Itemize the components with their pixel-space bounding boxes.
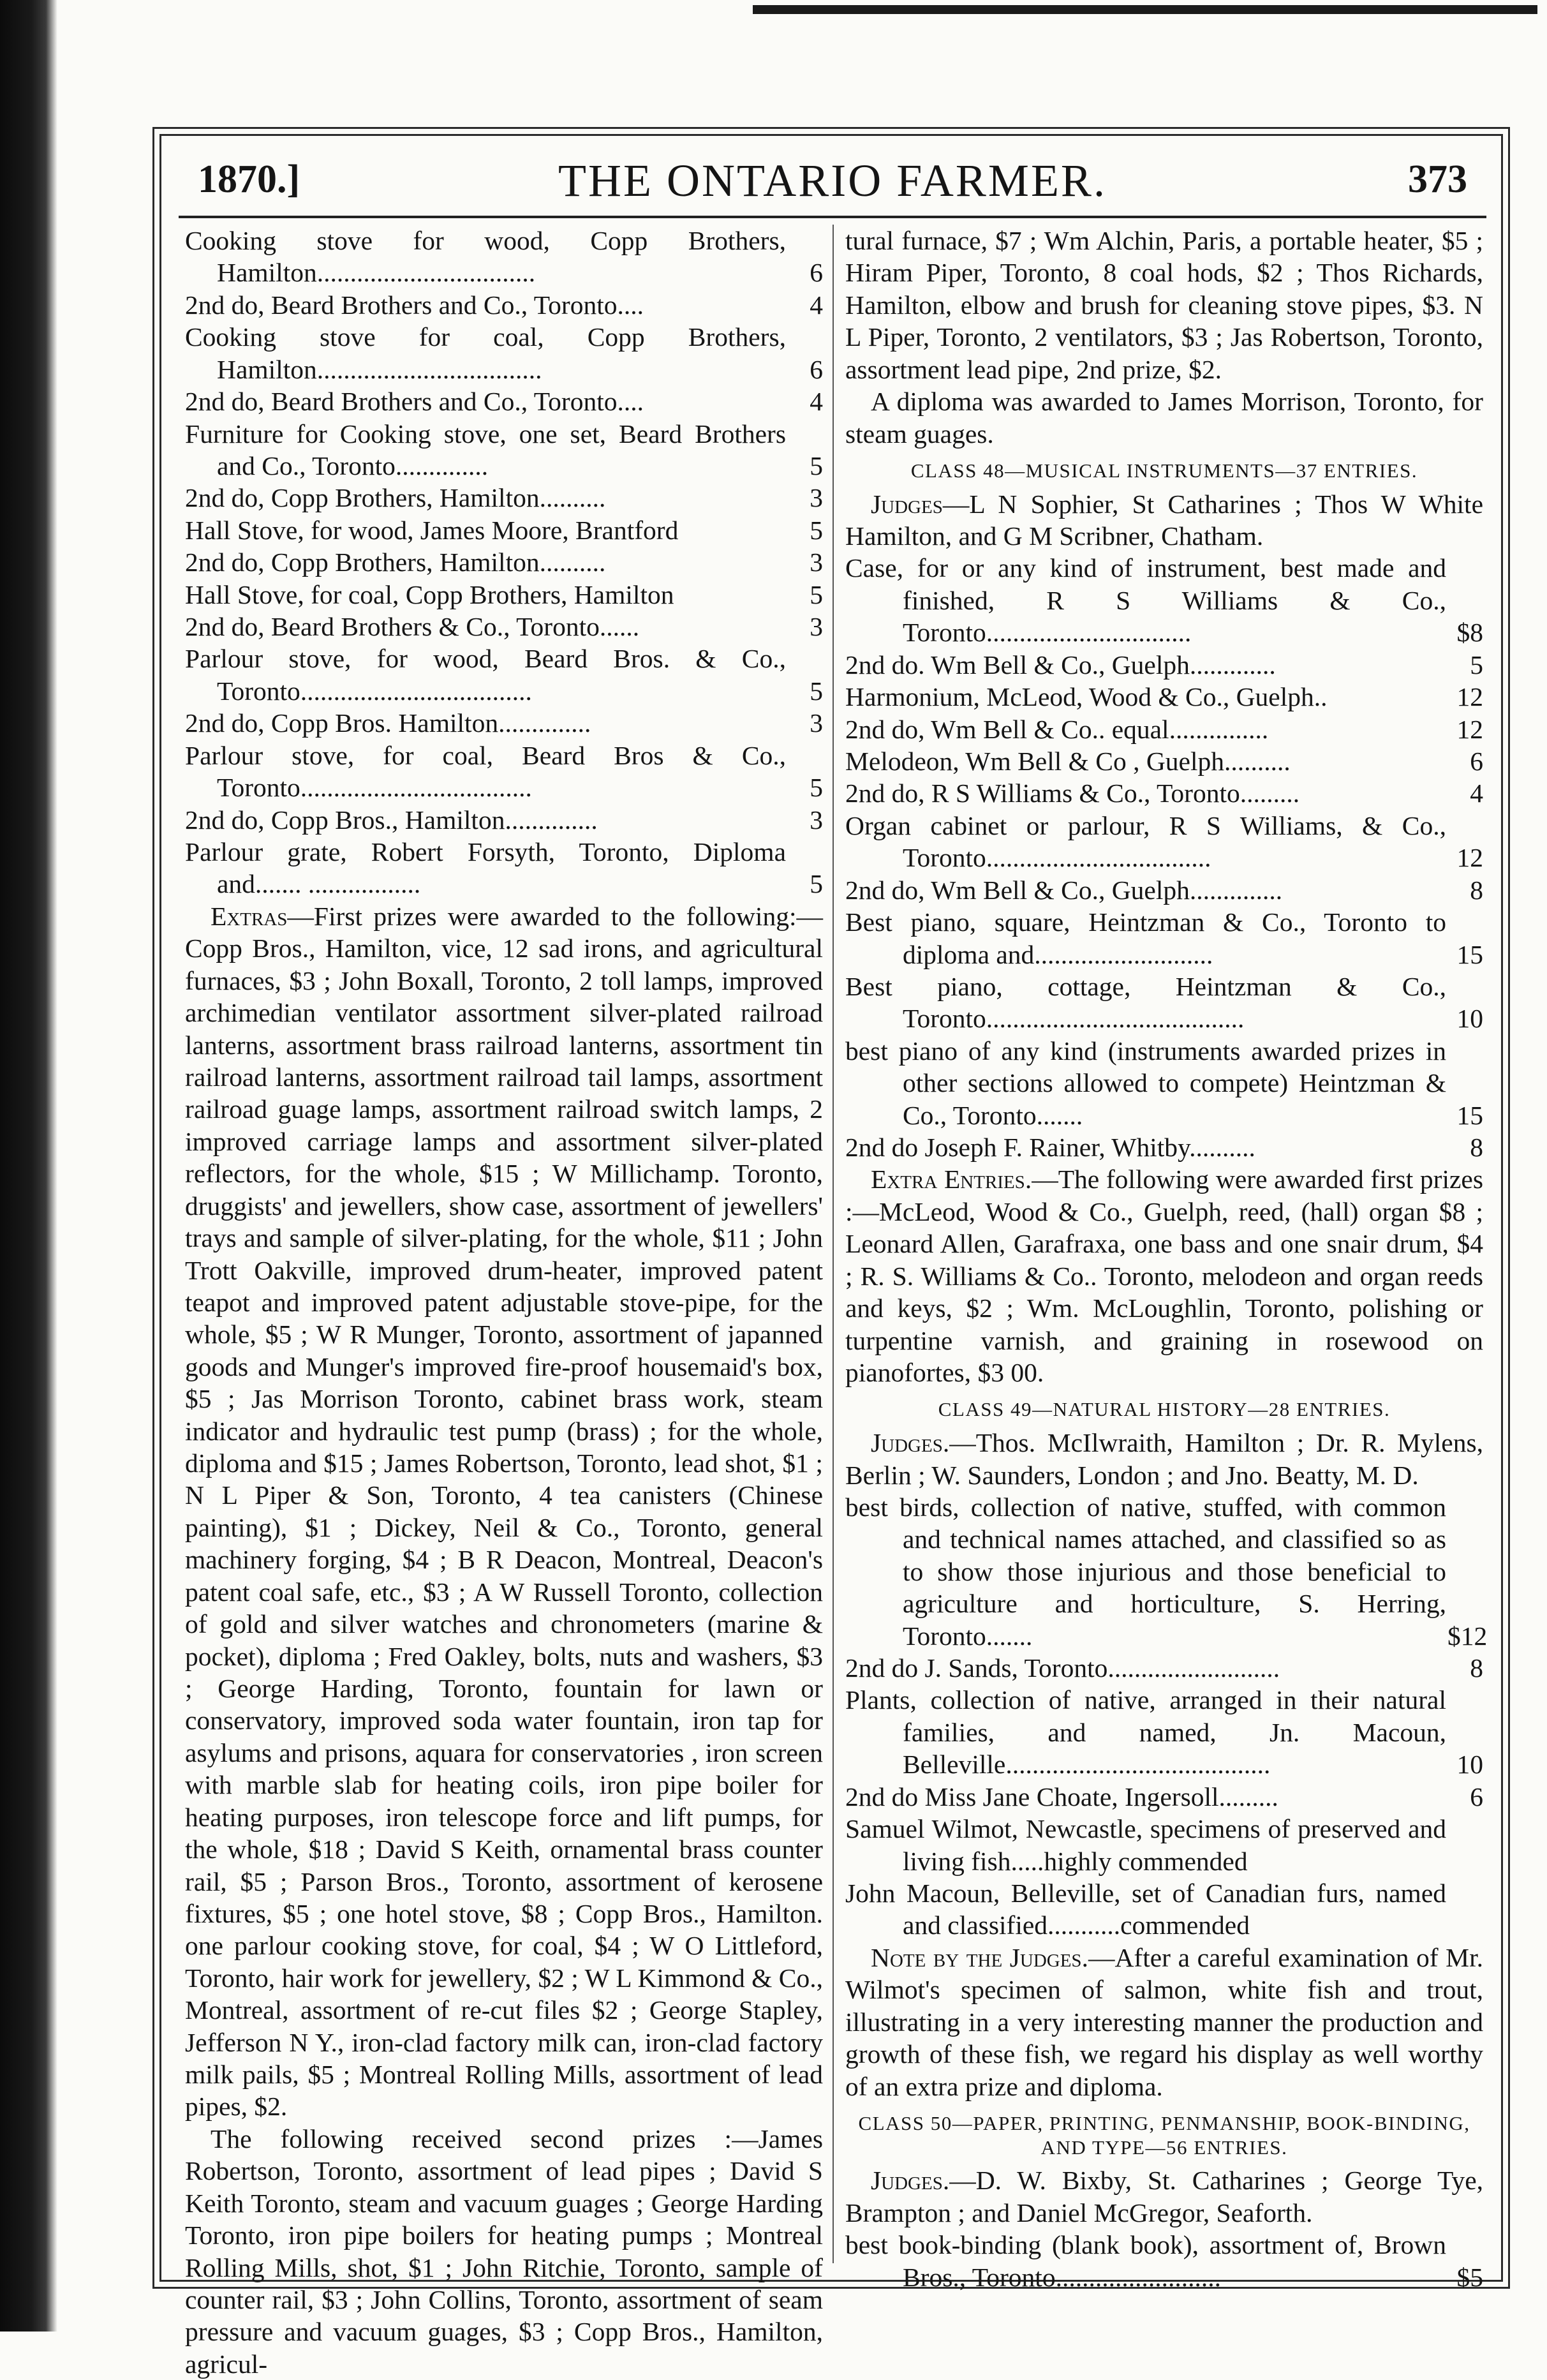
entry-prize: 10 (1456, 1004, 1483, 1034)
extras-text: —First prizes were awarded to the following:—Copp Bros., Hamilton, vice, 12 sad irons, and agricultural furnaces, $3 ; John Boxall, Toronto, 2 toll lamps, improved archimedian ventilator assortment silver-plated railroad lanterns, assortment brass railroad lanterns, assortment tin railroad lanterns, assortment railroad tail lamps, assortment railroad guage lamps, assortment railroad switch lamps, 2 improved carriage lamps and assortment silver-plated reflectors, for the whole, $15 ; W Millichamp. Toronto, druggists' and jewellers, show case, assortment of jewellers' trays and sample of silver-plating, for the whole, $11 ; John Trott Oakville, improved drum-heater, improved patent teapot and improved patent adjustable stove-pipe, for the whole, $5 ; W R Munger, Toronto, assortment of japanned goods and Munger's improved fire-proof housemaid's box, $5 ; Jas Morrison Toronto, cabinet brass work, steam indicator and hydraulic test pump (brass) ; for the whole, diploma and $15 ; James Robertson, Toronto, lead shot, $1 ; N L Piper & Son, Toronto, 4 tea canisters (Chinese painting), $1 ; Dickey, Neil & Co., Toronto, general machinery forging, $4 ; B R Deacon, Montreal, Deacon's patent coal safe, etc., $3 ; A W Russell Toronto, collection of gold and silver watches and chronometers (marine & pocket), diploma ; Fred Oakley, bolts, nuts and washers, $3 ; George Harding, Toronto, fountain for lawn or conservatory, improved soda water fountain, iron tap for asylums and prisons, aquara for conservatories , iron screen with marble slab for heating coils, iron pipe boiler for heating purposes, iron telescope force and lift pumps, for the whole, $18 ; David S Keith, ornamental brass counter rail, $5 ; Parson Bros., Toronto, assortment of kerosene fixtures, $5 ; one hotel stove, $8 ; Copp Bros., Hamilton. one parlour cooking stove, for coal, $4 ; W O Littleford, Toronto, hair work for jewellery, $2 ; W L Kimmond & Co., Montreal, assortment of re-cut files $2 ; George Stapley, Jefferson N Y., iron-clad factory milk can, iron-clad factory milk pails, $5 ; Montreal Rolling Mills, assortment of lead pipes, $2. (185, 901, 823, 2122)
prize-entry (185, 321, 823, 385)
entry-text: best piano of any kind (instruments awarded prizes in other sections allowed to compete) Heintzman & Co., Toronto....... (845, 1036, 1446, 1130)
prize-entry (185, 514, 823, 546)
entry-text: Case, for or any kind of instrument, best made and finished, R S Williams & Co., Toronto............................... (845, 553, 1446, 648)
prize-entry (845, 906, 1483, 971)
prize-entry (185, 579, 823, 611)
entry-text: Cooking stove for coal, Copp Brothers, Hamilton.................................. (185, 322, 786, 384)
class-48-heading: CLASS 48—MUSICAL INSTRUMENTS—37 ENTRIES. (910, 459, 1418, 482)
prize-entry (845, 971, 1483, 1035)
entry-text: 2nd do. Wm Bell & Co., Guelph............. (845, 650, 1276, 680)
prize-entry (185, 418, 823, 482)
prize-entry (845, 745, 1483, 777)
class-50-judges (845, 2164, 1483, 2229)
entry-text: 2nd do Miss Jane Choate, Ingersoll......... (845, 1781, 1278, 1811)
prize-entry (845, 1035, 1483, 1131)
entry-prize: 3 (810, 805, 823, 835)
header-title: THE ONTARIO FARMER. (558, 155, 1107, 206)
prize-entry (845, 1684, 1483, 1780)
entry-text: 2nd do Joseph F. Rainer, Whitby.......... (845, 1133, 1255, 1163)
prize-entry (185, 740, 823, 804)
entry-prize: 8 (1470, 1653, 1483, 1683)
entry-text: Best piano, square, Heintzman & Co., Toronto to diploma and........................... (845, 907, 1446, 969)
class-50-heading: CLASS 50—PAPER, PRINTING, PENMANSHIP, BOOK-BINDING, AND TYPE—56 ENTRIES. (858, 2111, 1470, 2159)
page-number: 373 (1408, 158, 1467, 201)
entry-prize: 6 (810, 258, 823, 288)
entry-prize: 5 (810, 773, 823, 803)
right-column (845, 225, 1488, 2292)
extras-lead: Extras (211, 901, 288, 931)
entry-text: Plants, collection of native, arranged in their natural families, and named, Jn. Macoun, Belleville........................................ (845, 1685, 1446, 1780)
prize-entry (185, 804, 823, 836)
continued-paragraph: tural furnace, $7 ; Wm Alchin, Paris, a portable heater, $5 ; Hiram Piper, Toronto, 8 coal hods, $2 ; Thos Richards, Hamilton, elbow and brush for cleaning stove pipes, $3. N L Piper, Toronto, 2 ventilators, $3 ; Jas Robertson, Toronto, assortment lead pipe, 2nd prize, $2. (845, 226, 1483, 384)
entry-text: John Macoun, Belleville, set of Canadian furs, named and classified...........commended (845, 1878, 1446, 1940)
prize-entry (845, 810, 1483, 874)
entry-prize: $8 (1456, 618, 1483, 648)
entry-text: 2nd do, Copp Bros., Hamilton.............. (185, 805, 598, 835)
entry-text: best birds, collection of native, stuffed, with common and technical names attached, and classified so as to show those injurious and those beneficial to agriculture and horticulture, S. Herring, Toronto....... (845, 1492, 1446, 1651)
extra-entries-text: .—The following were awarded first prizes :—McLeod, Wood & Co., Guelph, reed, (hall) organ $8 ; Leonard Allen, Garafraxa, one bass and one snair drum, $4 ; R. S. Williams & Co.. Toronto, melodeon and organ reeds and keys, $2 ; Wm. McLoughlin, Toronto, polishing or turpentine varnish, and graining in rosewood on pianofortes, $3 00. (845, 1164, 1483, 1387)
entry-prize: 6 (1470, 746, 1483, 776)
entry-prize: 3 (810, 547, 823, 577)
prize-entry (185, 289, 823, 321)
prize-entry (845, 681, 1483, 713)
entry-text: Melodeon, Wm Bell & Co , Guelph.......... (845, 746, 1291, 776)
entry-text: 2nd do, Beard Brothers & Co., Toronto...... (185, 612, 640, 642)
entry-prize: $5 (1456, 2262, 1483, 2292)
class-48-extra-entries (845, 1163, 1483, 1388)
entry-prize: 5 (810, 676, 823, 706)
note-lead: Note by the Judges (871, 1942, 1082, 1972)
judges-text: —L N Sophier, St Catharines ; Thos W White Hamilton, and G M Scribner, Chatham. (845, 489, 1483, 551)
prize-entry (185, 643, 823, 707)
prize-entry (185, 482, 823, 514)
entry-text: Parlour stove, for wood, Beard Bros. & Co., Toronto................................... (185, 644, 786, 706)
judges-text: .—Thos. McIlwraith, Hamilton ; Dr. R. Mylens, Berlin ; W. Saunders, London ; and Jno. Beatty, M. D. (845, 1428, 1483, 1490)
entry-prize: 15 (1456, 1100, 1483, 1130)
entry-text: Harmonium, McLeod, Wood & Co., Guelph.. (845, 682, 1328, 712)
prize-entry (185, 707, 823, 739)
entry-text: Hall Stove, for coal, Copp Brothers, Hamilton (185, 579, 674, 609)
prize-entry (845, 1813, 1483, 1877)
column-divider (833, 225, 834, 2263)
entry-text: Parlour grate, Robert Forsyth, Toronto, Diploma and....... ................. (185, 837, 786, 899)
book-binding-shadow (0, 0, 57, 2332)
class-49-heading: CLASS 49—NATURAL HISTORY—28 ENTRIES. (938, 1398, 1391, 1421)
prize-entry (185, 546, 823, 578)
diploma-paragraph: A diploma was awarded to James Morrison, Toronto, for steam guages. (845, 387, 1483, 449)
prize-entry (185, 225, 823, 289)
entry-prize: 10 (1456, 1750, 1483, 1780)
entry-text: 2nd do, R S Williams & Co., Toronto......... (845, 778, 1300, 808)
entry-text: 2nd do, Beard Brothers and Co., Toronto.... (185, 290, 644, 320)
extra-entries-lead: Extra Entries (871, 1164, 1025, 1194)
judges-note-paragraph (845, 1942, 1483, 2102)
entry-text: 2nd do, Copp Bros. Hamilton.............. (185, 708, 591, 738)
entry-prize: $12 (1447, 1621, 1488, 1651)
judges-lead: Judges (871, 2166, 943, 2196)
note-text: .—After a careful examination of Mr. Wilmot's specimen of salmon, white fish and trout, illustrating in a very interesting manner the production and growth of these fish, we regard his display as well worthy of an extra prize and diploma. (845, 1942, 1483, 2101)
entry-prize: 8 (1470, 1133, 1483, 1163)
prize-entry (845, 552, 1483, 648)
entry-text: Best piano, cottage, Heintzman & Co., Toronto....................................... (845, 971, 1446, 1034)
entry-text: 2nd do, Wm Bell & Co., Guelph.............. (845, 875, 1283, 905)
entry-text: 2nd do, Beard Brothers and Co., Toronto.... (185, 387, 644, 417)
entry-text: 2nd do, Copp Brothers, Hamilton.......... (185, 483, 606, 513)
entry-prize: 3 (810, 708, 823, 738)
prize-entry (845, 777, 1483, 809)
entry-prize: 5 (810, 869, 823, 899)
entry-text: 2nd do, Wm Bell & Co.. equal............... (845, 714, 1269, 744)
class-48-judges (845, 488, 1483, 553)
entry-prize: 6 (810, 354, 823, 384)
prize-entry (845, 1781, 1483, 1813)
prize-entry (845, 1131, 1483, 1163)
prize-entry (185, 611, 823, 643)
page-header (179, 145, 1486, 218)
entry-prize: 12 (1456, 843, 1483, 873)
entry-text: Organ cabinet or parlour, R S Williams, & Co., Toronto.................................. (845, 810, 1446, 873)
entry-prize: 4 (810, 290, 823, 320)
entry-text: best book-binding (blank book), assortment of, Brown Bros., Toronto......................... (845, 2230, 1446, 2292)
entry-prize: 4 (1470, 778, 1483, 808)
prize-entry (845, 1652, 1483, 1684)
left-column (185, 225, 823, 2379)
entry-prize: 5 (810, 450, 823, 480)
prize-entry (185, 836, 823, 900)
entry-prize: 4 (810, 387, 823, 417)
extras-paragraph (185, 900, 823, 2123)
entry-prize: 12 (1456, 714, 1483, 744)
top-rule-bar (753, 5, 1537, 14)
prize-entry (845, 713, 1483, 745)
entry-text: 2nd do J. Sands, Toronto.......................... (845, 1653, 1280, 1683)
entry-prize: 5 (810, 579, 823, 609)
prize-entry (845, 1491, 1488, 1652)
header-year: 1870.] (198, 158, 300, 201)
entry-text: Cooking stove for wood, Copp Brothers, Hamilton................................. (185, 226, 786, 288)
entry-prize: 5 (1470, 650, 1483, 680)
judges-lead: Judges (871, 1428, 943, 1458)
judges-text: .—D. W. Bixby, St. Catharines ; George Tye, Brampton ; and Daniel McGregor, Seaforth. (845, 2166, 1483, 2228)
entry-text: Furniture for Cooking stove, one set, Beard Brothers and Co., Toronto.............. (185, 419, 786, 480)
prize-entry (845, 649, 1483, 681)
prize-entry (845, 1877, 1483, 1942)
entry-prize: 3 (810, 483, 823, 513)
prize-entry (845, 2229, 1483, 2293)
entry-prize: 6 (1470, 1781, 1483, 1811)
entry-text: 2nd do, Copp Brothers, Hamilton.......... (185, 547, 606, 577)
entry-text: Samuel Wilmot, Newcastle, specimens of preserved and living fish.....highly commended (845, 1814, 1446, 1876)
entry-text: Parlour stove, for coal, Beard Bros & Co., Toronto................................... (185, 740, 786, 803)
judges-lead: Judges (871, 489, 943, 519)
entry-prize: 15 (1456, 939, 1483, 969)
entry-prize: 8 (1470, 875, 1483, 905)
second-prizes-paragraph: The following received second prizes :—James Robertson, Toronto, assortment of lead pipes ; David S Keith Toronto, steam and vacuum guages ; George Harding Toronto, iron pipe boilers for heating pumps ; Montreal Rolling Mills, shot, $1 ; John Ritchie, Toronto, sample of counter rail, $3 ; John Collins, Toronto, assortment of seam pressure and vacuum guages, $3 ; Copp Bros., Hamilton, agricul- (185, 2123, 823, 2379)
class-49-judges (845, 1427, 1483, 1491)
entry-prize: 3 (810, 612, 823, 642)
entry-text: Hall Stove, for wood, James Moore, Brantford (185, 515, 679, 545)
entry-prize: 5 (810, 515, 823, 545)
prize-entry (185, 385, 823, 417)
entry-prize: 12 (1456, 682, 1483, 712)
prize-entry (845, 874, 1483, 906)
